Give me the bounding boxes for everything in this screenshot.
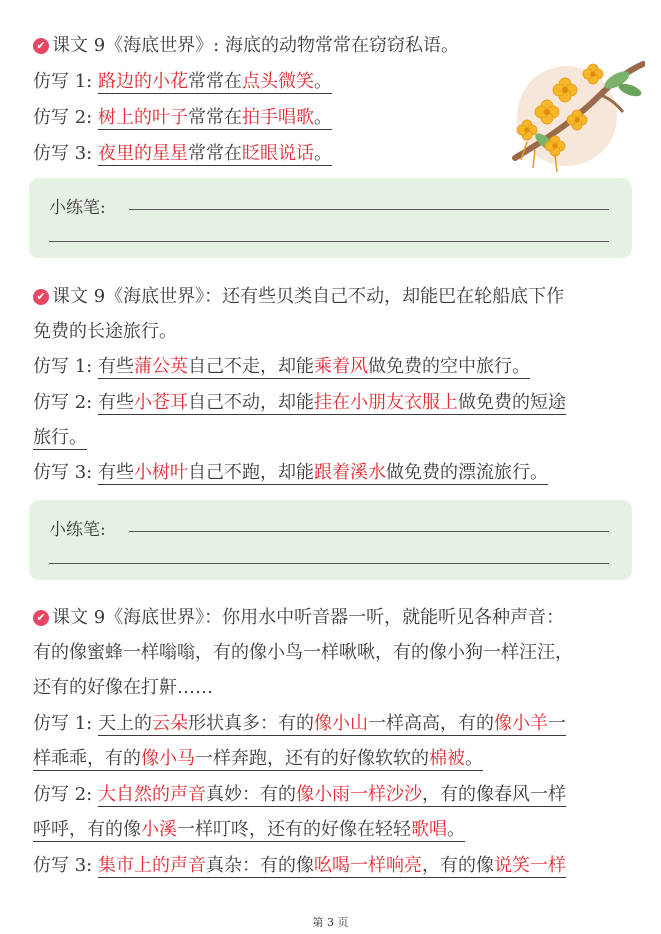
writing-line[interactable] [49,241,609,242]
s1-example-1: 仿写 1: 路边的小花常常在点头微笑。 [33,71,332,92]
section3-heading-cont-2: 还有的好像在打鼾…… [33,677,213,698]
section1-heading: ✔ 课文 9《海底世界》: 海底的动物常常在窃窃私语。 [33,35,459,57]
practice-box-1 [29,178,632,258]
check-icon: ✔ [33,289,49,305]
s1-example-3: 仿写 3: 夜里的星星常常在眨眼说话。 [33,143,332,164]
s2-example-2-cont: 旅行。 [33,427,87,448]
s1-example-2: 仿写 2: 树上的叶子常常在拍手唱歌。 [33,107,332,128]
writing-line[interactable] [129,531,609,532]
section3-heading-cont-1: 有的像蜜蜂一样嗡嗡，有的像小鸟一样啾啾，有的像小狗一样汪汪， [33,642,573,663]
practice-box-2 [29,500,632,580]
page-number: 第 3 页 [312,916,349,929]
section3-heading: ✔ 课文 9《海底世界》：你用水中听音器一听，就能听见各种声音： [33,607,564,629]
section2-heading: ✔ 课文 9《海底世界》：还有些贝类自己不动，却能巴在轮船底下作 [33,286,564,308]
section2-heading-cont: 免费的长途旅行。 [33,321,177,342]
check-icon: ✔ [33,38,49,54]
practice-label: 小练笔: [49,520,106,540]
practice-label: 小练笔: [49,198,106,218]
writing-line[interactable] [49,563,609,564]
s3-example-1-cont: 样乖乖，有的像小马一样奔跑，还有的好像软软的棉被。 [33,748,483,769]
s3-example-1: 仿写 1: 天上的云朵形状真多：有的像小山一样高高，有的像小羊一 [33,713,566,734]
s3-example-2-cont: 呼呼，有的像小溪一样叮咚，还有的好像在轻轻歌唱。 [33,819,465,840]
s2-example-1: 仿写 1: 有些蒲公英自己不走，却能乘着风做免费的空中旅行。 [33,356,530,377]
check-icon: ✔ [33,610,49,626]
s2-example-3: 仿写 3: 有些小树叶自己不跑，却能跟着溪水做免费的漂流旅行。 [33,462,548,483]
osmanthus-flower-illustration [505,50,645,178]
s3-example-3: 仿写 3: 集市上的声音真杂：有的像吆喝一样响亮，有的像说笑一样 [33,855,566,876]
writing-line[interactable] [129,209,609,210]
s2-example-2: 仿写 2: 有些小苍耳自己不动，却能挂在小朋友衣服上做免费的短途 [33,392,566,413]
s3-example-2: 仿写 2: 大自然的声音真妙：有的像小雨一样沙沙，有的像春风一样 [33,784,566,805]
